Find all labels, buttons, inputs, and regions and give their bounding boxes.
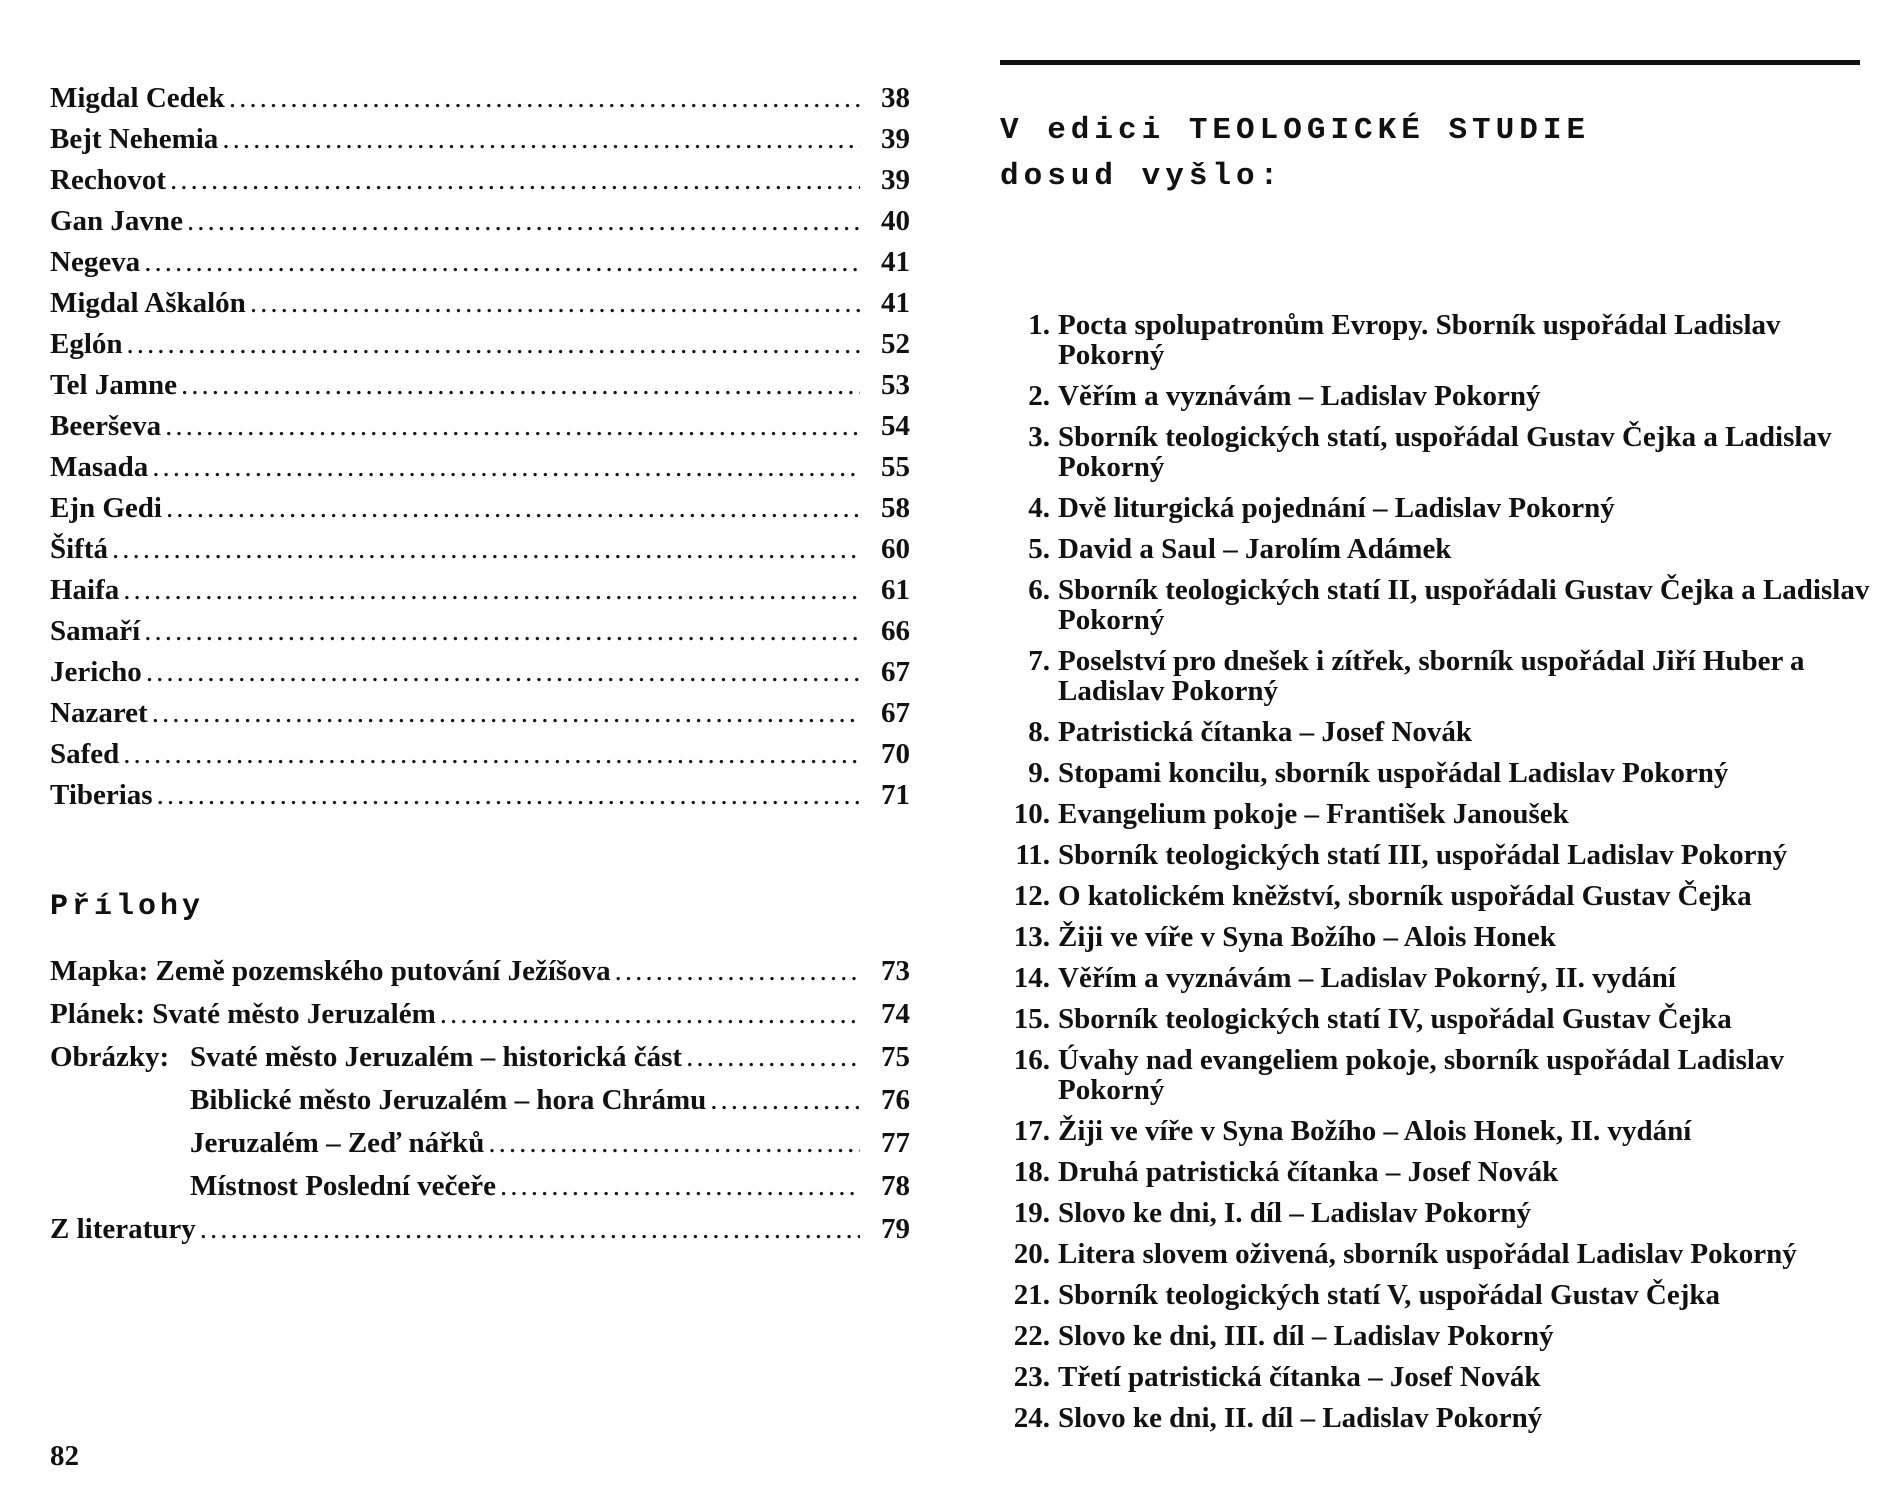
list-item-text: Věřím a vyznávám – Ladislav Pokorný, II. vydání <box>1058 962 1676 994</box>
toc-label: Bejt Nehemia <box>50 123 219 155</box>
leader-dots <box>123 734 860 775</box>
toc-page: 70 <box>881 738 910 770</box>
leader-dots <box>187 201 860 242</box>
appendix-row <box>50 950 910 993</box>
leader-dots <box>200 1208 860 1251</box>
toc-label: Haifa <box>50 574 120 606</box>
edition-heading-line-2: dosud vyšlo: <box>1000 159 1284 194</box>
appendix-label: Jeruzalém – Zeď nářků <box>190 1127 485 1159</box>
list-item-text: Sborník teologických statí IV, uspořádal Gustav Čejka <box>1058 1003 1732 1035</box>
toc-page: 66 <box>881 615 910 647</box>
list-item-text: Žiji ve víře v Syna Božího – Alois Honek <box>1058 921 1556 953</box>
toc-row <box>50 365 910 406</box>
leader-dots <box>152 693 860 734</box>
list-item-text: O katolickém kněžství, sborník uspořádal Gustav Čejka <box>1058 880 1752 912</box>
list-item-number: 10. <box>1013 798 1050 830</box>
toc-page: 53 <box>881 369 910 401</box>
appendix-label: Svaté město Jeruzalém – historická část <box>190 1041 683 1073</box>
list-item-text: Evangelium pokoje – František Janoušek <box>1058 798 1569 830</box>
list-item-number: 2. <box>1028 380 1050 412</box>
leader-dots <box>488 1122 860 1165</box>
list-item-text: Slovo ke dni, III. díl – Ladislav Pokorný <box>1058 1320 1554 1352</box>
list-item-text: Slovo ke dni, II. díl – Ladislav Pokorný <box>1058 1402 1543 1434</box>
leader-dots <box>500 1165 860 1208</box>
toc-label: Jericho <box>50 656 142 688</box>
list-item <box>1000 1004 1880 1034</box>
appendix-page: 79 <box>881 1213 910 1245</box>
list-item-text: Stopami koncilu, sborník uspořádal Ladislav Pokorný <box>1058 757 1729 789</box>
toc-row <box>50 447 910 488</box>
list-item-number: 19. <box>1013 1197 1050 1229</box>
list-item-number: 16. <box>1013 1044 1050 1076</box>
toc-page: 55 <box>881 451 910 483</box>
appendix-label: Z literatury <box>50 1213 196 1245</box>
toc-label: Negeva <box>50 246 141 278</box>
toc-label: Ejn Gedi <box>50 492 162 524</box>
list-item-text: Slovo ke dni, I. díl – Ladislav Pokorný <box>1058 1197 1531 1229</box>
toc-label: Masada <box>50 451 149 483</box>
list-item-number: 6. <box>1028 574 1050 606</box>
appendix-row <box>50 1036 910 1079</box>
appendix-row <box>50 1079 910 1122</box>
toc-row <box>50 488 910 529</box>
leader-dots <box>222 119 860 160</box>
toc-row <box>50 529 910 570</box>
list-item-text: Litera slovem oživená, sborník uspořádal Ladislav Pokorný <box>1058 1238 1797 1270</box>
list-item-number: 24. <box>1013 1402 1050 1434</box>
list-item <box>1000 575 1880 635</box>
toc-page: 38 <box>881 82 910 114</box>
toc-label: Safed <box>50 738 120 770</box>
list-item-number: 9. <box>1028 757 1050 789</box>
appendix-page: 76 <box>881 1084 910 1116</box>
toc-row <box>50 734 910 775</box>
appendix-row <box>50 1165 910 1208</box>
list-item <box>1000 881 1880 911</box>
list-item <box>1000 1321 1880 1351</box>
appendix-label: Mapka: Země pozemského putování Ježíšova <box>50 955 611 987</box>
list-item-number: 4. <box>1028 492 1050 524</box>
leader-dots <box>710 1079 860 1122</box>
list-item-number: 1. <box>1028 309 1050 341</box>
appendix-row <box>50 993 910 1036</box>
list-item-text: Sborník teologických statí, uspořádal Gustav Čejka a Ladislav Pokorný <box>1058 421 1832 483</box>
list-item-number: 3. <box>1028 421 1050 453</box>
list-item-text: Věřím a vyznávám – Ladislav Pokorný <box>1058 380 1541 412</box>
list-item-number: 17. <box>1013 1115 1050 1147</box>
toc-row <box>50 652 910 693</box>
leader-dots <box>440 993 860 1036</box>
list-item <box>1000 381 1880 411</box>
list-item <box>1000 1198 1880 1228</box>
leader-dots <box>127 324 860 365</box>
toc-row <box>50 570 910 611</box>
appendix-label: Plánek: Svaté město Jeruzalém <box>50 998 436 1030</box>
list-item-text: Sborník teologických statí III, uspořádal Ladislav Pokorný <box>1058 839 1788 871</box>
list-item-text: Pocta spolupatronům Evropy. Sborník uspořádal Ladislav Pokorný <box>1058 309 1781 371</box>
list-item-number: 14. <box>1013 962 1050 994</box>
list-item-number: 20. <box>1013 1238 1050 1270</box>
leader-dots <box>123 570 860 611</box>
leader-dots <box>615 950 860 993</box>
list-item <box>1000 493 1880 523</box>
list-item <box>1000 799 1880 829</box>
toc-row <box>50 693 910 734</box>
leader-dots <box>166 488 860 529</box>
appendix-page: 74 <box>881 998 910 1030</box>
leader-dots <box>250 283 860 324</box>
toc-row <box>50 160 910 201</box>
list-item-text: David a Saul – Jarolím Adámek <box>1058 533 1452 565</box>
leader-dots <box>181 365 860 406</box>
list-item <box>1000 1280 1880 1310</box>
leader-dots <box>112 529 860 570</box>
list-item <box>1000 963 1880 993</box>
appendix-list <box>50 950 910 1251</box>
leader-dots <box>165 406 860 447</box>
toc-label: Nazaret <box>50 697 148 729</box>
list-item-number: 18. <box>1013 1156 1050 1188</box>
toc-row <box>50 119 910 160</box>
toc-row <box>50 406 910 447</box>
list-item <box>1000 1239 1880 1269</box>
list-item <box>1000 717 1880 747</box>
list-item-text: Žiji ve víře v Syna Božího – Alois Honek, II. vydání <box>1058 1115 1692 1147</box>
header-rule <box>1000 60 1860 65</box>
toc-page: 40 <box>881 205 910 237</box>
toc-page: 41 <box>881 246 910 278</box>
toc-row <box>50 201 910 242</box>
list-item <box>1000 758 1880 788</box>
list-item-number: 11. <box>1015 839 1050 871</box>
toc-label: Eglón <box>50 328 123 360</box>
toc-page: 67 <box>881 697 910 729</box>
page-number: 82 <box>50 1440 79 1472</box>
list-item-text: Sborník teologických statí V, uspořádal Gustav Čejka <box>1058 1279 1721 1311</box>
list-item <box>1000 1116 1880 1146</box>
list-item-number: 5. <box>1028 533 1050 565</box>
list-item-number: 7. <box>1028 645 1050 677</box>
list-item <box>1000 922 1880 952</box>
toc-label: Tel Jamne <box>50 369 178 401</box>
list-item-text: Třetí patristická čítanka – Josef Novák <box>1058 1361 1541 1393</box>
toc-page: 39 <box>881 164 910 196</box>
list-item-number: 8. <box>1028 716 1050 748</box>
toc-row <box>50 283 910 324</box>
list-item <box>1000 1403 1880 1433</box>
toc-page: 71 <box>881 779 910 811</box>
toc-page: 41 <box>881 287 910 319</box>
toc-row <box>50 611 910 652</box>
appendix-page: 77 <box>881 1127 910 1159</box>
appendix-page: 75 <box>881 1041 910 1073</box>
toc-label: Beerševa <box>50 410 162 442</box>
toc-page: 58 <box>881 492 910 524</box>
appendix-label: Místnost Poslední večeře <box>190 1170 497 1202</box>
toc-row <box>50 78 910 119</box>
leader-dots <box>229 78 860 119</box>
appendix-row <box>50 1208 910 1251</box>
toc-label: Migdal Aškalón <box>50 287 246 319</box>
leader-dots <box>686 1036 860 1079</box>
toc-page: 52 <box>881 328 910 360</box>
list-item-text: Dvě liturgická pojednání – Ladislav Pokorný <box>1058 492 1615 524</box>
toc-label: Šiftá <box>50 533 108 565</box>
toc-page: 54 <box>881 410 910 442</box>
list-item <box>1000 646 1880 706</box>
list-item <box>1000 1362 1880 1392</box>
list-item-number: 13. <box>1013 921 1050 953</box>
toc-label: Migdal Cedek <box>50 82 225 114</box>
list-item <box>1000 840 1880 870</box>
appendix-page: 73 <box>881 955 910 987</box>
table-of-contents <box>50 78 910 816</box>
toc-page: 39 <box>881 123 910 155</box>
list-item <box>1000 1045 1880 1105</box>
appendix-row <box>50 1122 910 1165</box>
list-item-text: Sborník teologických statí II, uspořádali Gustav Čejka a Ladislav Pokorný <box>1058 574 1870 636</box>
appendix-page: 78 <box>881 1170 910 1202</box>
appendix-prefix: Obrázky: <box>50 1041 170 1073</box>
edition-heading-line-1: V edici TEOLOGICKÉ STUDIE <box>1000 113 1591 148</box>
leader-dots <box>146 652 860 693</box>
toc-row <box>50 242 910 283</box>
leader-dots <box>157 775 860 816</box>
toc-page: 61 <box>881 574 910 606</box>
list-item-number: 12. <box>1013 880 1050 912</box>
leader-dots <box>144 611 860 652</box>
list-item-text: Patristická čítanka – Josef Novák <box>1058 716 1473 748</box>
list-item-number: 15. <box>1013 1003 1050 1035</box>
list-item <box>1000 534 1880 564</box>
leader-dots <box>144 242 860 283</box>
list-item-number: 23. <box>1013 1361 1050 1393</box>
list-item-text: Poselství pro dnešek i zítřek, sborník uspořádal Jiří Huber a Ladislav Pokorný <box>1058 645 1805 707</box>
leader-dots <box>170 160 860 201</box>
toc-label: Gan Javne <box>50 205 183 237</box>
appendix-heading: Přílohy <box>50 890 205 924</box>
edition-heading <box>1000 108 1590 200</box>
toc-page: 67 <box>881 656 910 688</box>
toc-label: Samaří <box>50 615 141 647</box>
edition-list <box>1000 310 1880 1444</box>
list-item <box>1000 1157 1880 1187</box>
toc-row <box>50 775 910 816</box>
list-item-text: Úvahy nad evangeliem pokoje, sborník uspořádal Ladislav Pokorný <box>1058 1044 1784 1106</box>
list-item <box>1000 422 1880 482</box>
list-item <box>1000 310 1880 370</box>
list-item-number: 21. <box>1013 1279 1050 1311</box>
toc-label: Tiberias <box>50 779 153 811</box>
toc-page: 60 <box>881 533 910 565</box>
list-item-number: 22. <box>1013 1320 1050 1352</box>
leader-dots <box>152 447 860 488</box>
toc-row <box>50 324 910 365</box>
appendix-label: Biblické město Jeruzalém – hora Chrámu <box>190 1084 707 1116</box>
toc-label: Rechovot <box>50 164 166 196</box>
list-item-text: Druhá patristická čítanka – Josef Novák <box>1058 1156 1559 1188</box>
